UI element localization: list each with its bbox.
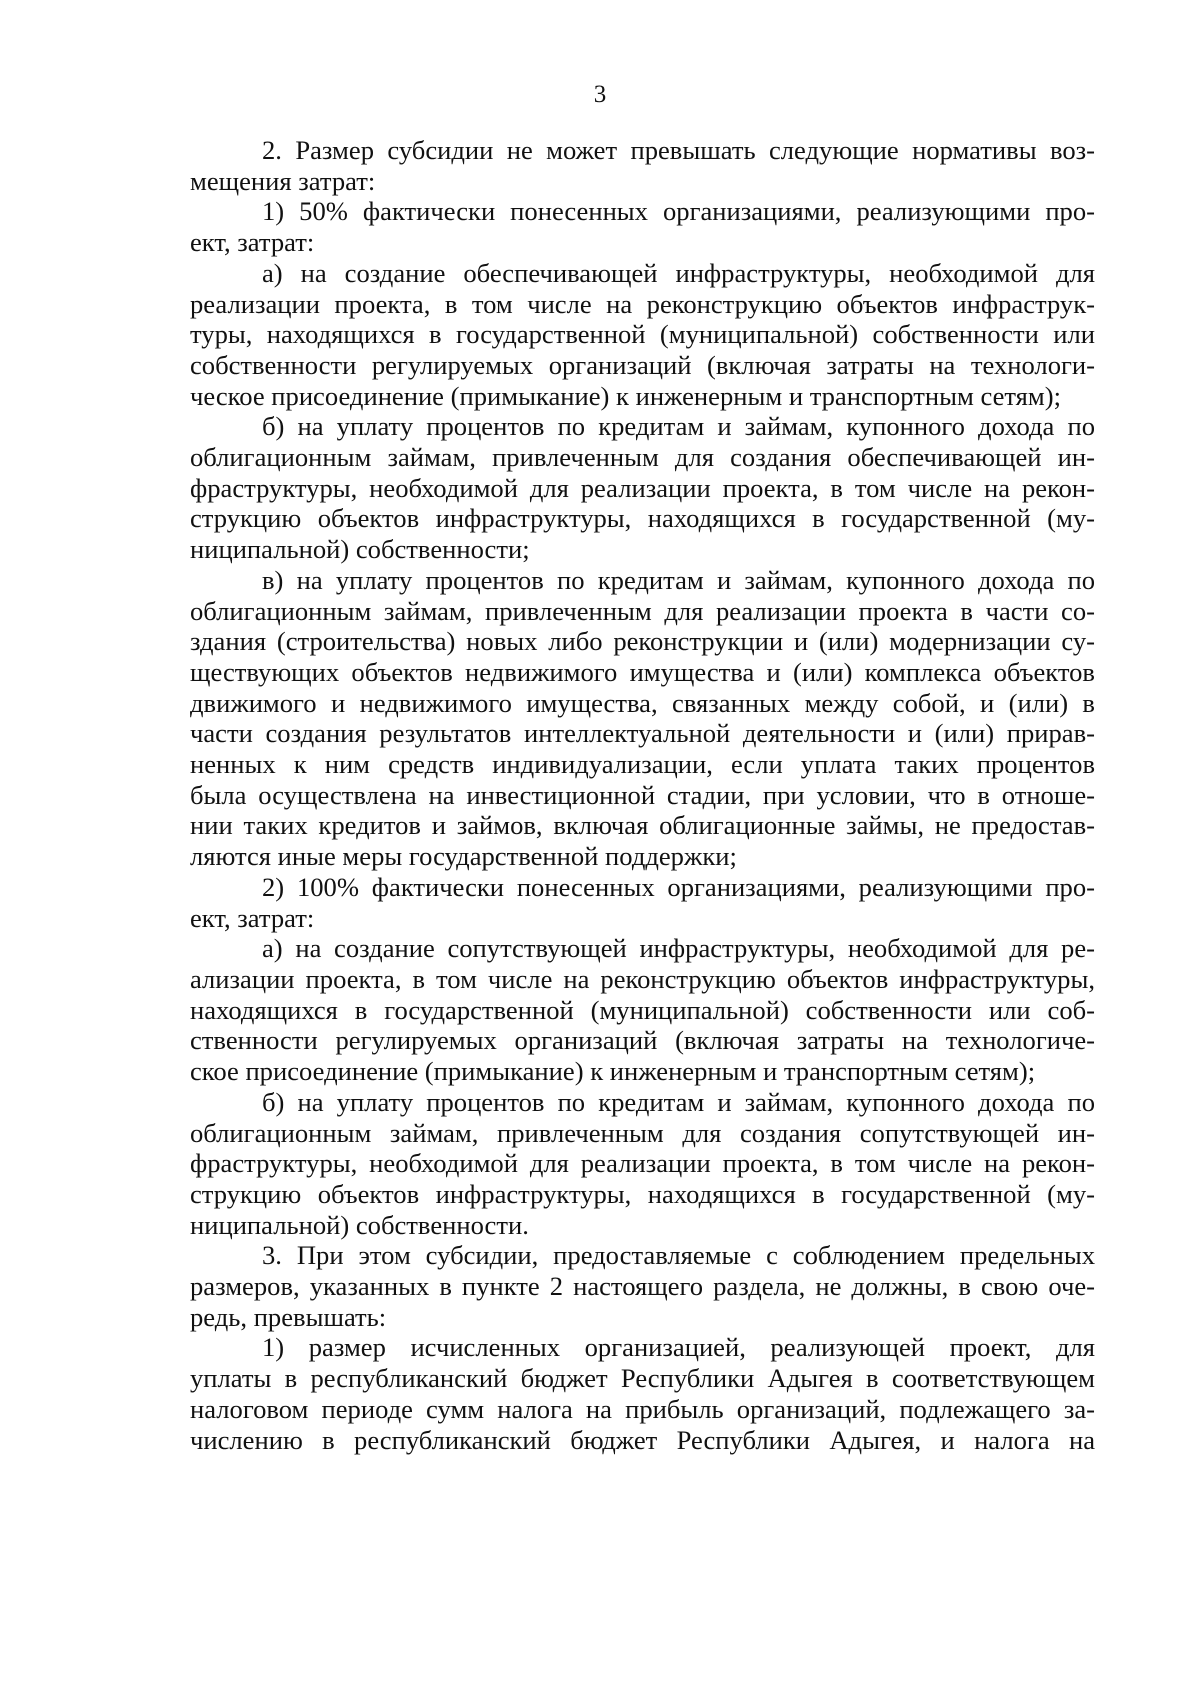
- text-line: струкцию объектов инфраструктуры, находящихся в государственной (му-: [190, 1178, 1095, 1209]
- document-body: [190, 135, 1095, 1455]
- text-line: движимого и недвижимого имущества, связанных между собой, и (или) в: [190, 687, 1095, 718]
- text-line: в) на уплату процентов по кредитам и займам, купонного дохода по: [262, 564, 1095, 595]
- text-line: 2. Размер субсидии не может превышать следующие нормативы воз-: [262, 135, 1095, 165]
- text-line: фраструктуры, необходимой для реализации проекта, в том числе на рекон-: [190, 1148, 1095, 1179]
- text-line: находящихся в государственной (муниципальной) собственности или соб-: [190, 994, 1095, 1025]
- paragraph-2: [190, 135, 1095, 196]
- text-line: а) на создание обеспечивающей инфраструктуры, необходимой для: [262, 257, 1095, 288]
- text-line: здания (строительства) новых либо реконструкции и (или) модернизации су-: [190, 626, 1095, 657]
- text-line: части создания результатов интеллектуальной деятельности и (или) прирав-: [190, 718, 1095, 749]
- text-line: облигационным займам, привлеченным для реализации проекта в части со-: [190, 595, 1095, 626]
- paragraph-2-2-b: [190, 1087, 1095, 1241]
- paragraph-2-2-a: [190, 933, 1095, 1087]
- text-line: 1) 50% фактически понесенных организациями, реализующими про-: [262, 196, 1095, 227]
- text-line: облигационным займам, привлеченным для создания сопутствующей ин-: [190, 1117, 1095, 1148]
- text-line: ляются иные меры государственной поддержки;: [190, 841, 737, 872]
- paragraph-2-2: [190, 872, 1095, 933]
- text-line: ческое присоединение (примыкание) к инженерным и транспортным сетям);: [190, 380, 1061, 411]
- text-line: облигационным займам, привлеченным для создания обеспечивающей ин-: [190, 442, 1095, 473]
- text-line: ственности регулируемых организаций (включая затраты на технологиче-: [190, 1025, 1095, 1056]
- text-line: а) на создание сопутствующей инфраструктуры, необходимой для ре-: [262, 933, 1095, 964]
- text-line: мещения затрат:: [190, 165, 376, 196]
- paragraph-2-1-a: [190, 258, 1095, 412]
- text-line: струкцию объектов инфраструктуры, находящихся в государственной (му-: [190, 503, 1095, 534]
- paragraph-2-1-v: [190, 565, 1095, 872]
- text-line: фраструктуры, необходимой для реализации проекта, в том числе на рекон-: [190, 472, 1095, 503]
- text-line: туры, находящихся в государственной (муниципальной) собственности или: [190, 319, 1095, 350]
- text-line: б) на уплату процентов по кредитам и займам, купонного дохода по: [262, 1086, 1095, 1117]
- text-line: реализации проекта, в том числе на реконструкцию объектов инфраструк-: [190, 288, 1095, 319]
- text-line: собственности регулируемых организаций (включая затраты на технологи-: [190, 349, 1095, 380]
- text-line: была осуществлена на инвестиционной стадии, при условии, что в отноше-: [190, 779, 1095, 810]
- paragraph-3: [190, 1240, 1095, 1332]
- text-line: размеров, указанных в пункте 2 настоящего раздела, не должны, в свою оче-: [190, 1271, 1095, 1302]
- text-line: уплаты в республиканский бюджет Республики Адыгея в соответствующем: [190, 1363, 1095, 1394]
- text-line: 1) размер исчисленных организацией, реализующей проект, для: [262, 1332, 1095, 1363]
- text-line: нии таких кредитов и займов, включая облигационные займы, не предостав-: [190, 810, 1095, 841]
- text-line: ект, затрат:: [190, 227, 315, 258]
- text-line: ниципальной) собственности;: [190, 534, 530, 565]
- text-line: 3. При этом субсидии, предоставляемые с соблюдением предельных: [262, 1240, 1095, 1271]
- text-line: ское присоединение (примыкание) к инженерным и транспортным сетям);: [190, 1056, 1036, 1087]
- paragraph-3-1: [190, 1332, 1095, 1455]
- text-line: ект, затрат:: [190, 902, 315, 933]
- text-line: 2) 100% фактически понесенных организациями, реализующими про-: [262, 871, 1095, 902]
- paragraph-2-1: [190, 196, 1095, 257]
- text-line: налоговом периоде сумм налога на прибыль организаций, подлежащего за-: [190, 1393, 1095, 1424]
- text-line: редь, превышать:: [190, 1301, 387, 1332]
- text-line: ализации проекта, в том числе на реконструкцию объектов инфраструктуры,: [190, 963, 1095, 994]
- text-line: ненных к ним средств индивидуализации, если уплата таких процентов: [190, 749, 1095, 780]
- text-line: б) на уплату процентов по кредитам и займам, купонного дохода по: [262, 411, 1095, 442]
- text-line: ниципальной) собственности.: [190, 1209, 529, 1240]
- paragraph-2-1-b: [190, 411, 1095, 565]
- text-line: числению в республиканский бюджет Республики Адыгея, и налога на: [190, 1424, 1095, 1455]
- page-number: 3: [593, 81, 607, 108]
- text-line: ществующих объектов недвижимого имущества и (или) комплекса объектов: [190, 656, 1095, 687]
